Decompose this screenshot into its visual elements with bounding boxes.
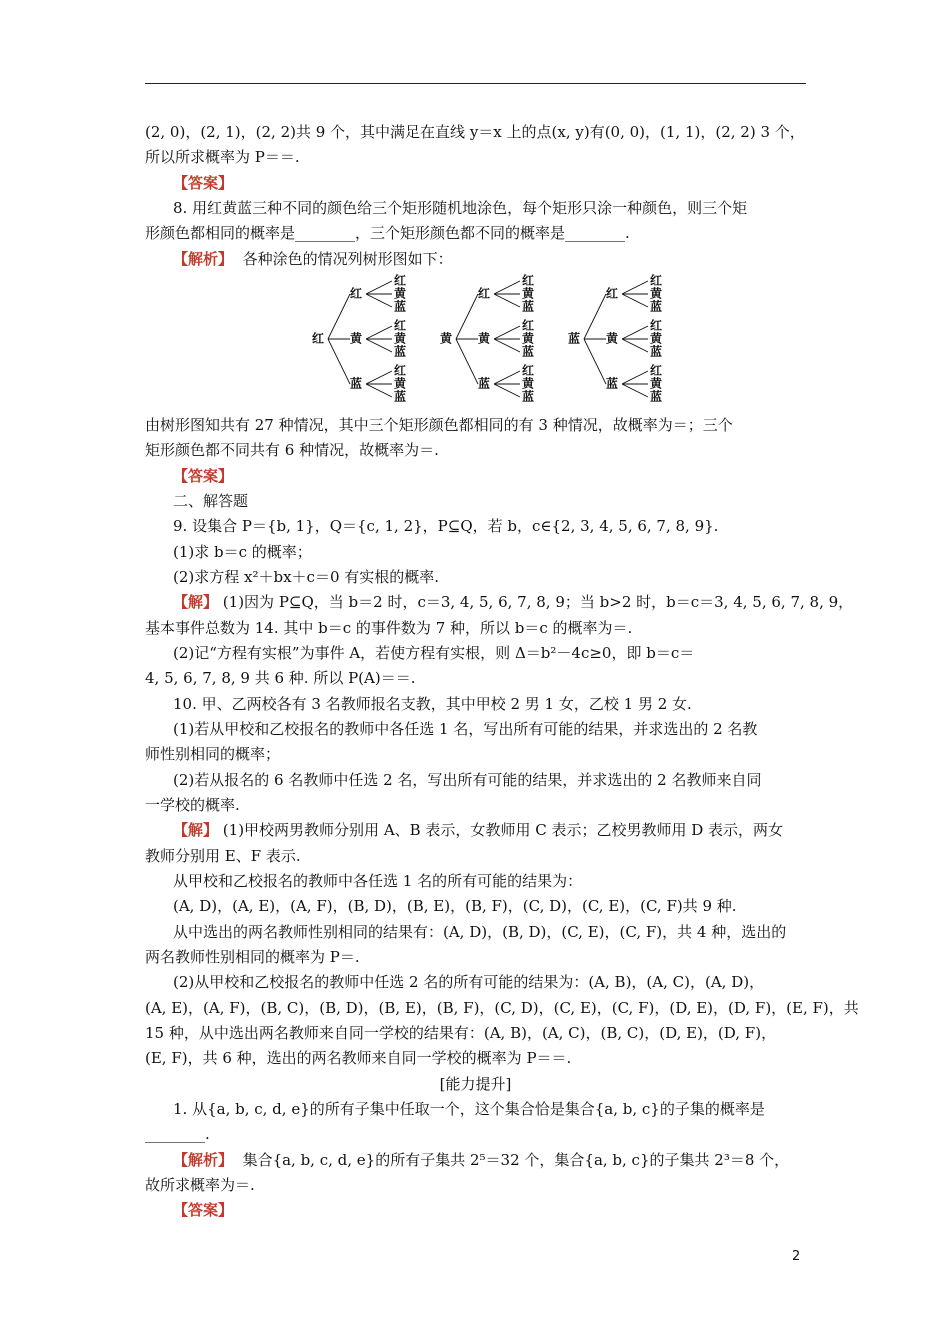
tree-branch — [622, 371, 648, 384]
tree-leaf-node: 蓝 — [393, 389, 407, 404]
tree-branch — [366, 371, 392, 384]
tree-branch — [494, 339, 520, 352]
tree-leaf-node: 蓝 — [521, 389, 535, 404]
tree-leaf-node: 红 — [521, 363, 535, 378]
header-rule — [145, 83, 806, 84]
tree-leaf-node: 蓝 — [649, 344, 663, 359]
tree-branch — [366, 326, 392, 339]
text-line: 形颜色都相同的概率是________，三个矩形颜色都不同的概率是________. — [145, 224, 630, 242]
tree-branch — [328, 339, 350, 384]
text-line: 故所求概率为＝. — [145, 1176, 255, 1194]
text-line: (2)若从报名的 6 名教师中任选 2 名，写出所有可能的结果，并求选出的 2 名教师来自同 — [173, 771, 762, 789]
text-line: 从甲校和乙校报名的教师中各任选 1 名的所有可能的结果为： — [173, 872, 583, 890]
question-1: 1. 从{a, b, c, d, e}的所有子集中任取一个，这个集合恰是集合{a, b, c}的子集的概率是 — [173, 1100, 765, 1118]
question-9: 9. 设集合 P＝{b, 1}，Q＝{c, 1, 2}，P⊆Q，若 b，c∈{2, 3, 4, 5, 6, 7, 8, 9}. — [173, 517, 719, 535]
tree-mid-node: 红 — [605, 286, 619, 301]
tree-leaf-node: 黄 — [521, 376, 535, 391]
tree-mid-node: 蓝 — [605, 376, 619, 391]
tree-branch — [622, 281, 648, 294]
text-line: (2, 0)，(2, 1)，(2, 2)共 9 个，其中满足在直线 y＝x 上的点(x, y)有(0, 0)，(1, 1)，(2, 2) 3 个， — [145, 123, 805, 141]
tree-branch — [494, 326, 520, 339]
text-line: (2)从甲校和乙校报名的教师中任选 2 名的所有可能的结果为：(A, B)，(A, C)，(A, D)， — [173, 973, 765, 991]
answer-label: 【答案】 — [173, 174, 234, 192]
tree-leaf-node: 蓝 — [521, 299, 535, 314]
tree-branch — [584, 339, 606, 384]
tree-leaf-node: 红 — [649, 318, 663, 333]
answer-tag — [173, 465, 233, 487]
tree-diagram — [300, 272, 680, 404]
solution-label: 【解】 — [173, 593, 219, 611]
tree-leaf-node: 黄 — [649, 376, 663, 391]
text-line: 教师分别用 E、F 表示. — [145, 847, 301, 865]
tree-leaf-node: 红 — [649, 363, 663, 378]
tree-branch — [456, 294, 478, 339]
tree-leaf-node: 红 — [393, 363, 407, 378]
text-line: (2)求方程 x²＋bx＋c＝0 有实根的概率. — [173, 568, 440, 586]
text-line: ________. — [145, 1125, 210, 1143]
tree-mid-node: 红 — [477, 286, 491, 301]
analysis-text: 集合{a, b, c, d, e}的所有子集共 2⁵＝32 个，集合{a, b, c}的子集共 2³＝8 个， — [242, 1151, 790, 1169]
tree-mid-node: 红 — [349, 286, 363, 301]
text-line: (A, E)，(A, F)，(B, C)，(B, D)，(B, E)，(B, F)，(C, D)，(C, E)，(C, F)，(D, E)，(D, F)，(E, F)，共 — [145, 999, 859, 1017]
page-number: 2 — [792, 1249, 801, 1264]
tree-root-node: 黄 — [439, 331, 453, 346]
text-line: (1)若从甲校和乙校报名的教师中各任选 1 名，写出所有可能的结果，并求选出的 2 名教 — [173, 720, 758, 738]
question-8: 8. 用红黄蓝三种不同的颜色给三个矩形随机地涂色，每个矩形只涂一种颜色，则三个矩 — [173, 199, 748, 217]
analysis-line — [173, 1149, 789, 1171]
tree-mid-node: 蓝 — [477, 376, 491, 391]
analysis-label: 【解析】 — [173, 1151, 234, 1169]
text-line: (A, D)，(A, E)，(A, F)，(B, D)，(B, E)，(B, F)，(C, D)，(C, E)，(C, F)共 9 种. — [173, 897, 737, 915]
text-line: (2)记“方程有实根”为事件 A，若使方程有实根，则 Δ＝b²－4c≥0，即 b＝c＝ — [173, 644, 695, 662]
tree-branch — [622, 384, 648, 397]
tree-branch — [494, 371, 520, 384]
tree-branch — [366, 281, 392, 294]
analysis-label: 【解析】 — [173, 250, 234, 268]
text-line: 师性别相同的概率； — [145, 745, 281, 763]
tree-leaf-node: 红 — [393, 318, 407, 333]
tree-branch — [366, 339, 392, 352]
text-line: 一学校的概率. — [145, 796, 240, 814]
tree-branch — [494, 384, 520, 397]
tree-leaf-node: 黄 — [649, 286, 663, 301]
tree-leaf-node: 蓝 — [649, 389, 663, 404]
tree-mid-node: 黄 — [605, 331, 619, 346]
text-line: 4, 5, 6, 7, 8, 9 共 6 种. 所以 P(A)＝＝. — [145, 669, 416, 687]
tree-branch — [622, 326, 648, 339]
tree-branch — [584, 294, 606, 339]
tree-branch — [622, 339, 648, 352]
tree-leaf-node: 红 — [521, 318, 535, 333]
text-line: (1)求 b＝c 的概率； — [173, 543, 312, 561]
solution-text: (1)因为 P⊆Q，当 b＝2 时，c＝3, 4, 5, 6, 7, 8, 9；当 b>2 时，b＝c＝3, 4, 5, 6, 7, 8, 9， — [222, 593, 854, 611]
tree-mid-node: 黄 — [477, 331, 491, 346]
tree-leaf-node: 黄 — [393, 376, 407, 391]
analysis-line — [173, 248, 453, 270]
tree-branch — [366, 294, 392, 307]
tree-branch — [328, 294, 350, 339]
solution-line — [173, 819, 783, 841]
tree-branch — [622, 294, 648, 307]
tree-leaf-node: 蓝 — [393, 299, 407, 314]
tree-root-node: 红 — [311, 331, 325, 346]
tree-leaf-node: 红 — [393, 273, 407, 288]
tree-mid-node: 蓝 — [349, 376, 363, 391]
answer-tag — [173, 172, 233, 194]
text-line: 从中选出的两名教师性别相同的结果有：(A, D)，(B, D)，(C, E)，(C, F)，共 4 种，选出的 — [173, 923, 787, 941]
tree-leaf-node: 蓝 — [649, 299, 663, 314]
tree-leaf-node: 黄 — [393, 331, 407, 346]
section-heading: 二、解答题 — [173, 492, 249, 510]
section-title: [能力提升] — [439, 1075, 512, 1093]
tree-leaf-node: 红 — [649, 273, 663, 288]
text-line: 由树形图知共有 27 种情况，其中三个矩形颜色都相同的有 3 种情况，故概率为＝；三个 — [145, 416, 733, 434]
tree-root-node: 蓝 — [567, 331, 581, 346]
solution-label: 【解】 — [173, 821, 219, 839]
tree-leaf-node: 黄 — [521, 286, 535, 301]
tree-leaf-node: 红 — [521, 273, 535, 288]
answer-tag — [173, 1199, 233, 1221]
text-line: 矩形颜色都不同共有 6 种情况，故概率为＝. — [145, 441, 439, 459]
solution-text: (1)甲校两男教师分别用 A、B 表示，女教师用 C 表示；乙校男教师用 D 表示，两女 — [222, 821, 784, 839]
question-10: 10. 甲、乙两校各有 3 名教师报名支教，其中甲校 2 男 1 女，乙校 1 男 2 女. — [173, 695, 692, 713]
text-line: 基本事件总数为 14. 其中 b＝c 的事件数为 7 种，所以 b＝c 的概率为＝. — [145, 619, 633, 637]
tree-leaf-node: 黄 — [521, 331, 535, 346]
text-line: 15 种，从中选出两名教师来自同一学校的结果有：(A, B)，(A, C)，(B, C)，(D, E)，(D, F)， — [145, 1024, 777, 1042]
tree-branch — [456, 339, 478, 384]
text-line: (E, F)，共 6 种，选出的两名教师来自同一学校的概率为 P＝＝. — [145, 1049, 572, 1067]
solution-line — [173, 591, 853, 613]
tree-leaf-node: 蓝 — [393, 344, 407, 359]
tree-leaf-node: 黄 — [393, 286, 407, 301]
answer-label: 【答案】 — [173, 467, 234, 485]
text-line: 所以所求概率为 P＝＝. — [145, 148, 300, 166]
tree-mid-node: 黄 — [349, 331, 363, 346]
tree-leaf-node: 蓝 — [521, 344, 535, 359]
tree-branch — [366, 384, 392, 397]
text-line: 两名教师性别相同的概率为 P＝. — [145, 948, 360, 966]
tree-branch — [494, 294, 520, 307]
answer-label: 【答案】 — [173, 1201, 234, 1219]
tree-branch — [494, 281, 520, 294]
tree-leaf-node: 黄 — [649, 331, 663, 346]
analysis-text: 各种涂色的情况列树形图如下： — [242, 250, 453, 268]
